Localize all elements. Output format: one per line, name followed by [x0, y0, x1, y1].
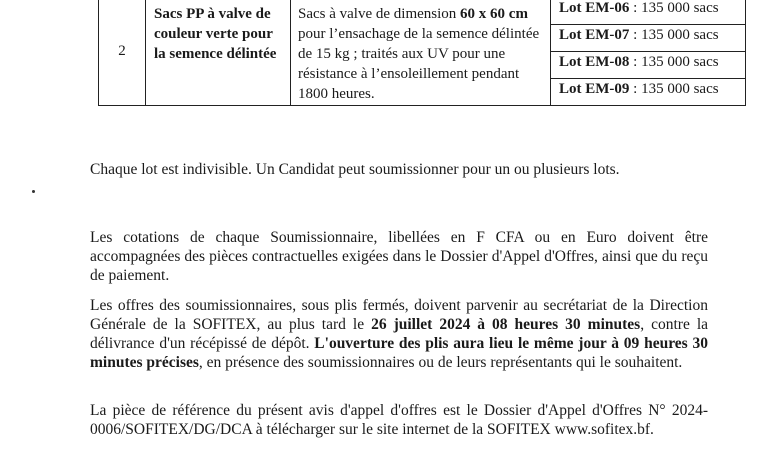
paragraph-lots: Chaque lot est indivisible. Un Candidat peut soumissionner pour un ou plusieurs lots.	[90, 161, 620, 178]
dimension: 60 x 60 cm	[460, 6, 528, 22]
lots-table	[98, 0, 746, 106]
row-number: 2	[99, 0, 146, 106]
item-description: Sacs à valve de dimension 60 x 60 cm pour l’ensachage de la semence délintée de 15 kg ; traités aux UV pour une résistance à l’ensoleillement pendant 1800 heures.	[291, 0, 551, 106]
deadline: 26 juillet 2024 à 08 heures 30 minutes	[371, 316, 641, 333]
lot-cell: Lot EM-06 : 135 000 sacs	[551, 0, 746, 25]
paragraph-cotations: Les cotations de chaque Soumissionnaire, libellées en F CFA ou en Euro doivent être accompagnées des pièces contractuelles exigées dans le Dossier d'Appel d'Offres, ainsi que du reçu de paiement.	[90, 229, 708, 284]
paragraph-reference: La pièce de référence du présent avis d'appel d'offres est le Dossier d'Appel d'Offres N° 2024-0006/SOFITEX/DG/DCA à télécharger sur le site internet de la SOFITEX www.sofitex.bf.	[90, 402, 708, 438]
paragraph-offres: Les offres des soumissionnaires, sous plis fermés, doivent parvenir au secrétariat de la Direction Générale de la SOFITEX, au plus tard le 26 juillet 2024 à 08 heures 30 minutes, contre la délivrance d'un récépissé de dépôt. L'ouverture des plis aura lieu le même jour à 09 heures 30 minutes précises, en présence des soumissionnaires ou de leurs représentants qui le souhaitent.	[90, 297, 708, 371]
lot-cell: Lot EM-09 : 135 000 sacs	[551, 79, 746, 106]
scan-speck	[32, 190, 35, 193]
opening-time: L'ouverture des plis aura lieu le même jour à 09 heures 30 minutes précises	[90, 335, 708, 371]
lot-cell: Lot EM-07 : 135 000 sacs	[551, 25, 746, 52]
table-row	[99, 0, 746, 25]
item-name: Sacs PP à valve de couleur verte pour la semence délintée	[146, 0, 291, 106]
lot-cell: Lot EM-08 : 135 000 sacs	[551, 52, 746, 79]
